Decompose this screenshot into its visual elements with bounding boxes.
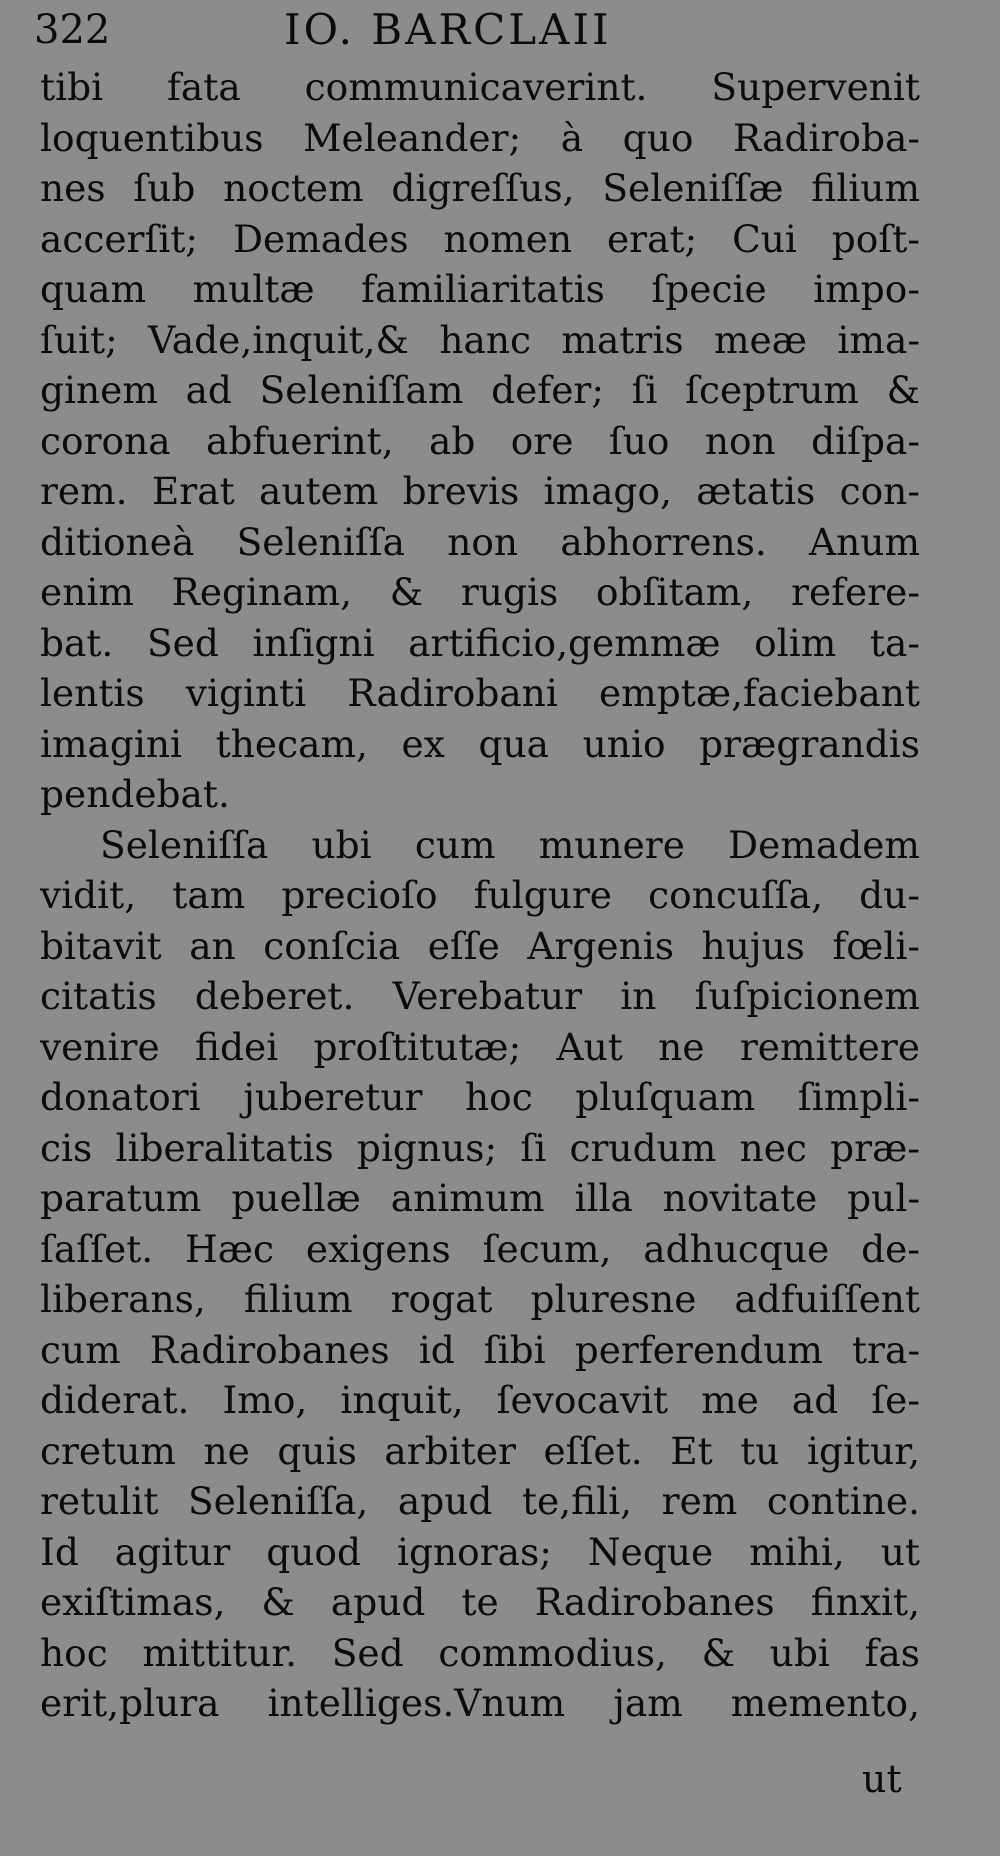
text-line: retulit Seleniſſa, apud te,fili, rem contine. [40,1479,920,1523]
text-line: nes ſub noctem digreſſus, Seleniſſæ filium [40,166,920,210]
text-line: vidit, tam precioſo fulgure concuſſa, du- [40,873,920,917]
text-line: Id agitur quod ignoras; Neque mihi, ut [40,1529,920,1574]
text-line: exiſtimas, & apud te Radirobanes finxit, [40,1580,920,1624]
page-header [34,2,734,58]
text-line: venire fidei proſtitutæ; Aut ne remittere [40,1024,920,1069]
text-line: rem. Erat autem brevis imago, ætatis con- [40,469,920,513]
text-line: citatis deberet. Verebatur in ſuſpicionem [40,974,920,1018]
text-line: erit,plura intelliges.Vnum jam memento, [40,1681,920,1725]
text-line: cis liberalitatis pignus; ſi crudum nec præ- [40,1125,920,1170]
text-line: Seleniſſa ubi cum munere Demadem [100,822,920,867]
text-line: corona abfuerint, ab ore ſuo non diſpa- [40,418,920,463]
text-line: pendebat. [40,772,230,816]
text-line: liberans, filium rogat pluresne adfuiſſent [40,1277,920,1321]
text-line: ditioneà Seleniſſa non abhorrens. Anum [40,519,920,564]
catchword: ut [862,1757,902,1801]
text-line: imagini thecam, ex qua unio prægrandis [40,721,920,766]
body-text [40,62,920,1729]
page-number: 322 [34,7,111,53]
text-line: ſaſſet. Hæc exigens ſecum, adhucque de- [40,1226,920,1271]
text-line: ginem ad Seleniſſam defer; ſi ſceptrum & [40,368,920,412]
text-line: tibi fata communicaverint. Supervenit [40,65,920,109]
text-line: cum Radirobanes id ſibi perferendum tra- [40,1327,920,1372]
text-line: paratum puellæ animum illa novitate pul- [40,1176,920,1220]
text-line: cretum ne quis arbiter eſſet. Et tu igitur, [40,1428,920,1473]
running-head: IO. BARCLAII [284,5,612,54]
paragraph-2 [40,820,920,1729]
text-line: accerſit; Demades nomen erat; Cui poſt- [40,216,920,261]
text-line: loquentibus Meleander; à quo Radiroba- [40,115,920,160]
text-line: lentis viginti Radirobani emptæ,faciebant [40,671,920,715]
text-line: ſuit; Vade,inquit,& hanc matris meæ ima- [40,317,920,362]
text-line: diderat. Imo, inquit, ſevocavit me ad ſe- [40,1378,920,1422]
text-line: quam multæ familiaritatis ſpecie impo- [40,267,920,311]
text-line: bitavit an conſcia eſſe Argenis hujus fœli- [40,923,920,968]
text-line: enim Reginam, & rugis obſitam, refere- [40,570,920,614]
text-line: bat. Sed inſigni artificio,gemmæ olim ta- [40,620,920,665]
paragraph-1 [40,62,920,820]
text-line: hoc mittitur. Sed commodius, & ubi fas [40,1630,920,1675]
text-line: donatori juberetur hoc pluſquam ſimpli- [40,1075,920,1119]
